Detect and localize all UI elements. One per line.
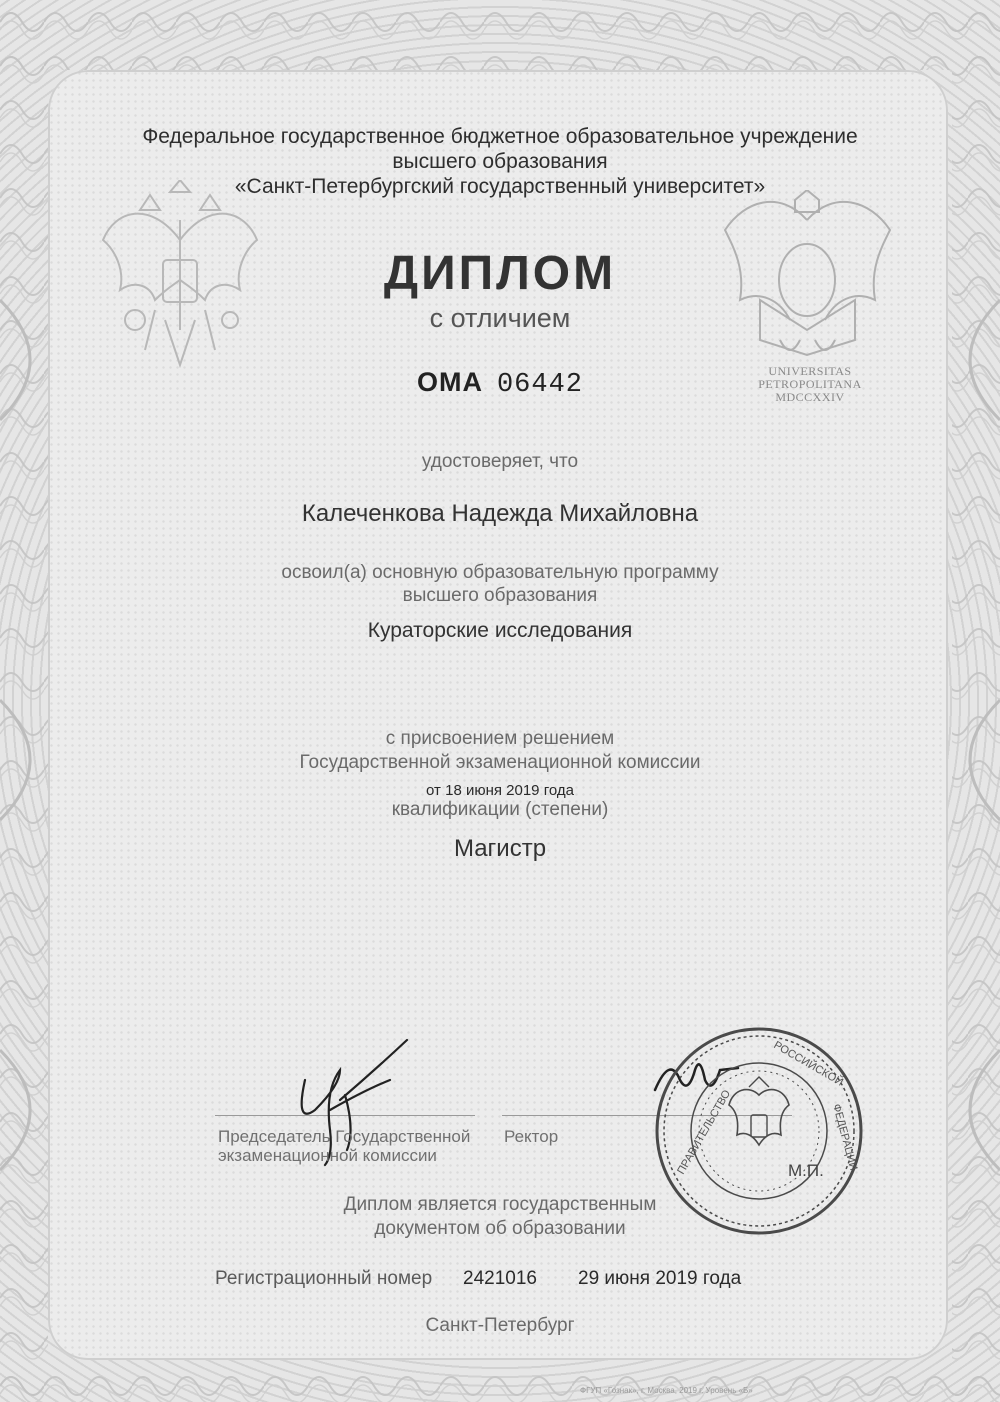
- document-title: ДИПЛОМ: [383, 247, 617, 300]
- printer-imprint: ФГУП «Гознак», г. Москва, 2019 г. Уровень «Б»: [580, 1386, 753, 1395]
- document-subtitle: с отличием: [429, 303, 571, 333]
- serial-series: ОМА: [416, 367, 483, 397]
- caption-line: UNIVERSITAS: [768, 364, 852, 378]
- caption-line: PETROPOLITANA: [758, 377, 862, 391]
- program-line-2: высшего образования: [402, 585, 598, 606]
- header-university-name: «Санкт-Петербургский государственный университет»: [234, 175, 766, 198]
- program-line-1: освоил(а) основную образовательную программу: [281, 562, 719, 583]
- header-education-level: высшего образования: [392, 150, 608, 173]
- program-name: Кураторские исследования: [367, 619, 633, 642]
- city: Санкт-Петербург: [425, 1315, 575, 1336]
- registration-label: Регистрационный номер: [215, 1268, 433, 1289]
- qualification: Магистр: [453, 835, 547, 862]
- rector-title: Ректор: [504, 1127, 559, 1146]
- registration-number: 2421016: [463, 1268, 537, 1289]
- holder-name: Калеченкова Надежда Михайловна: [301, 500, 699, 527]
- award-line-1: с присвоением решением: [385, 728, 615, 749]
- serial-digits: 06442: [496, 370, 583, 400]
- state-document-line-1: Диплом является государственным: [343, 1194, 657, 1215]
- award-date: от 18 июня 2019 года: [426, 782, 574, 799]
- caption-line: MDCCXXIV: [775, 390, 845, 404]
- chair-title-line-1: Председатель Государственной: [218, 1127, 471, 1146]
- award-line-2: Государственной экзаменационной комиссии: [299, 752, 701, 773]
- certifies-text: удостоверяет, что: [421, 451, 579, 472]
- serial-number: [0, 364, 1000, 400]
- seal-place-mark: М.П.: [788, 1161, 824, 1180]
- header-institution-type: Федеральное государственное бюджетное образовательное учреждение: [142, 125, 858, 148]
- chair-title-line-2: экзаменационной комиссии: [218, 1146, 437, 1165]
- award-line-3: квалификации (степени): [391, 799, 609, 820]
- svg-text:РОССИЙСКОЙ: РОССИЙСКОЙ: [771, 1039, 846, 1089]
- svg-text:ФЕДЕРАЦИИ: ФЕДЕРАЦИИ: [830, 1102, 860, 1172]
- registration-date: 29 июня 2019 года: [578, 1268, 742, 1289]
- svg-text:ПРАВИТЕЛЬСТВО: ПРАВИТЕЛЬСТВО: [675, 1088, 734, 1177]
- state-document-line-2: документом об образовании: [374, 1218, 626, 1239]
